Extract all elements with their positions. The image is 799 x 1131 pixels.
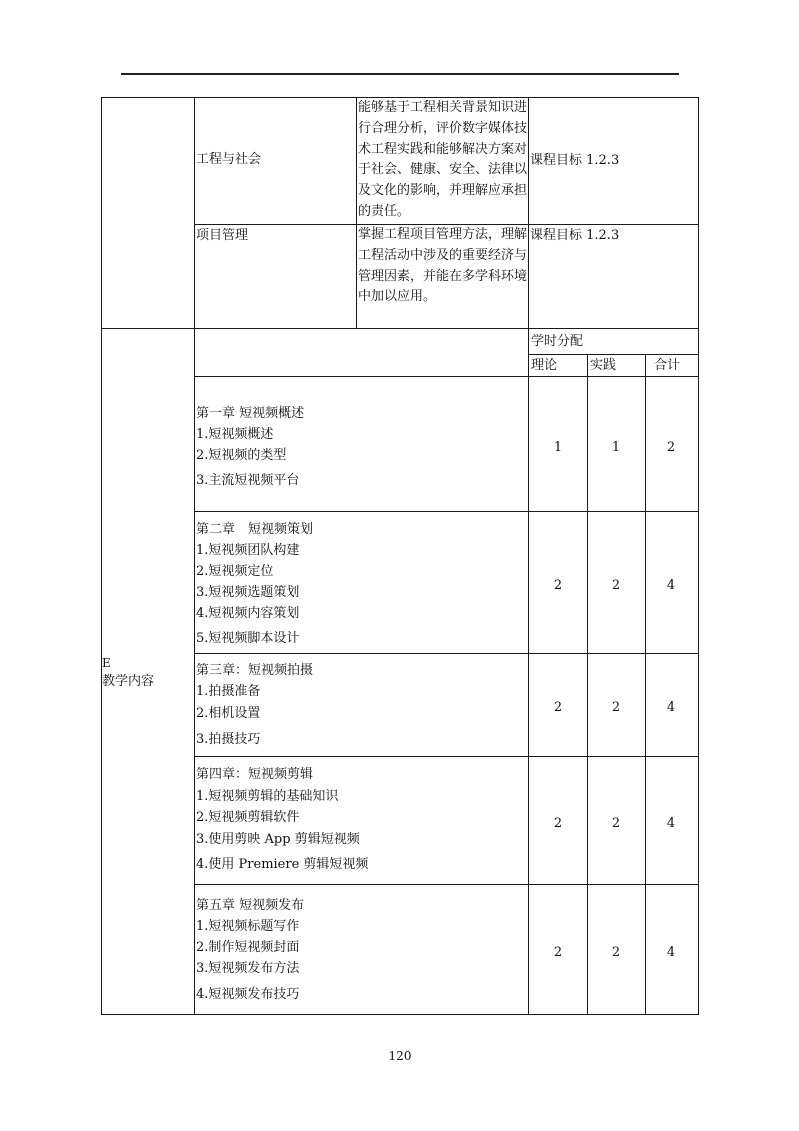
chapter-item: 2.相机设置 bbox=[196, 706, 261, 721]
chapter-title: 第四章：短视频剪辑 bbox=[196, 767, 314, 782]
total-hours: 2 bbox=[666, 440, 676, 455]
practice-hours: 2 bbox=[611, 578, 621, 593]
chapter-item: 3.短视频选题策划 bbox=[196, 585, 300, 600]
chapter-item: 4.使用 Premiere 剪辑短视频 bbox=[196, 857, 369, 872]
practice-hours: 2 bbox=[611, 945, 621, 960]
row-objective-engineering-society: 课程目标 1.2.3 bbox=[530, 153, 620, 168]
chapter-item: 4.短视频内容策划 bbox=[196, 606, 300, 621]
total-hours: 4 bbox=[666, 578, 676, 593]
chapter-item: 5.短视频脚本设计 bbox=[196, 631, 300, 646]
col-total: 合计 bbox=[654, 358, 681, 373]
practice-hours: 2 bbox=[611, 816, 621, 831]
chapter-item: 1.拍摄准备 bbox=[196, 684, 261, 699]
theory-hours: 1 bbox=[553, 440, 563, 455]
chapter-item: 2.制作短视频封面 bbox=[196, 940, 300, 955]
chapter-item: 1.短视频概述 bbox=[196, 427, 274, 442]
row-name-project-management: 项目管理 bbox=[196, 228, 249, 243]
row-objective-project-management: 课程目标 1.2.3 bbox=[530, 228, 620, 243]
teaching-label: 教学内容 bbox=[102, 674, 155, 689]
chapter-title: 第二章 短视频策划 bbox=[196, 522, 314, 537]
practice-hours: 2 bbox=[611, 700, 621, 715]
chapter-title: 第一章 短视频概述 bbox=[196, 406, 305, 421]
hours-header: 学时分配 bbox=[531, 334, 584, 349]
total-hours: 4 bbox=[666, 700, 676, 715]
chapter-item: 3.拍摄技巧 bbox=[196, 732, 261, 747]
row-description-engineering-society: 能够基于工程相关背景知识进行合理分析，评价数字媒体技术工程实践和能够解决方案对于社会、健康、安全、法律以及文化的影响，并理解应承担的责任。 bbox=[358, 100, 528, 219]
theory-hours: 2 bbox=[553, 578, 563, 593]
chapter-item: 1.短视频标题写作 bbox=[196, 919, 300, 934]
chapter-item: 1.短视频团队构建 bbox=[196, 543, 300, 558]
chapter-item: 3.短视频发布方法 bbox=[196, 961, 300, 976]
page-number: 120 bbox=[388, 1049, 412, 1063]
theory-hours: 2 bbox=[553, 816, 563, 831]
chapter-item: 2.短视频剪辑软件 bbox=[196, 810, 300, 825]
theory-hours: 2 bbox=[553, 700, 563, 715]
chapter-item: 3.使用剪映 App 剪辑短视频 bbox=[196, 832, 360, 847]
chapter-item: 1.短视频剪辑的基础知识 bbox=[196, 789, 339, 804]
col-theory: 理论 bbox=[531, 358, 558, 373]
practice-hours: 1 bbox=[611, 440, 621, 455]
row-name-engineering-society: 工程与社会 bbox=[196, 152, 262, 167]
chapter-item: 2.短视频的类型 bbox=[196, 448, 287, 463]
chapter-title: 第三章：短视频拍摄 bbox=[196, 663, 314, 678]
theory-hours: 2 bbox=[553, 945, 563, 960]
chapter-item: 2.短视频定位 bbox=[196, 564, 274, 579]
total-hours: 4 bbox=[666, 945, 676, 960]
teaching-marker: E bbox=[102, 656, 111, 670]
total-hours: 4 bbox=[666, 816, 676, 831]
chapter-title: 第五章 短视频发布 bbox=[196, 898, 305, 913]
chapter-item: 4.短视频发布技巧 bbox=[196, 987, 300, 1002]
col-practice: 实践 bbox=[590, 358, 617, 373]
header-rule bbox=[121, 73, 679, 75]
row-description-project-management: 掌握工程项目管理方法，理解工程活动中涉及的重要经济与管理因素，并能在多学科环境中加以应用。 bbox=[358, 227, 528, 305]
chapter-item: 3.主流短视频平台 bbox=[196, 473, 300, 488]
